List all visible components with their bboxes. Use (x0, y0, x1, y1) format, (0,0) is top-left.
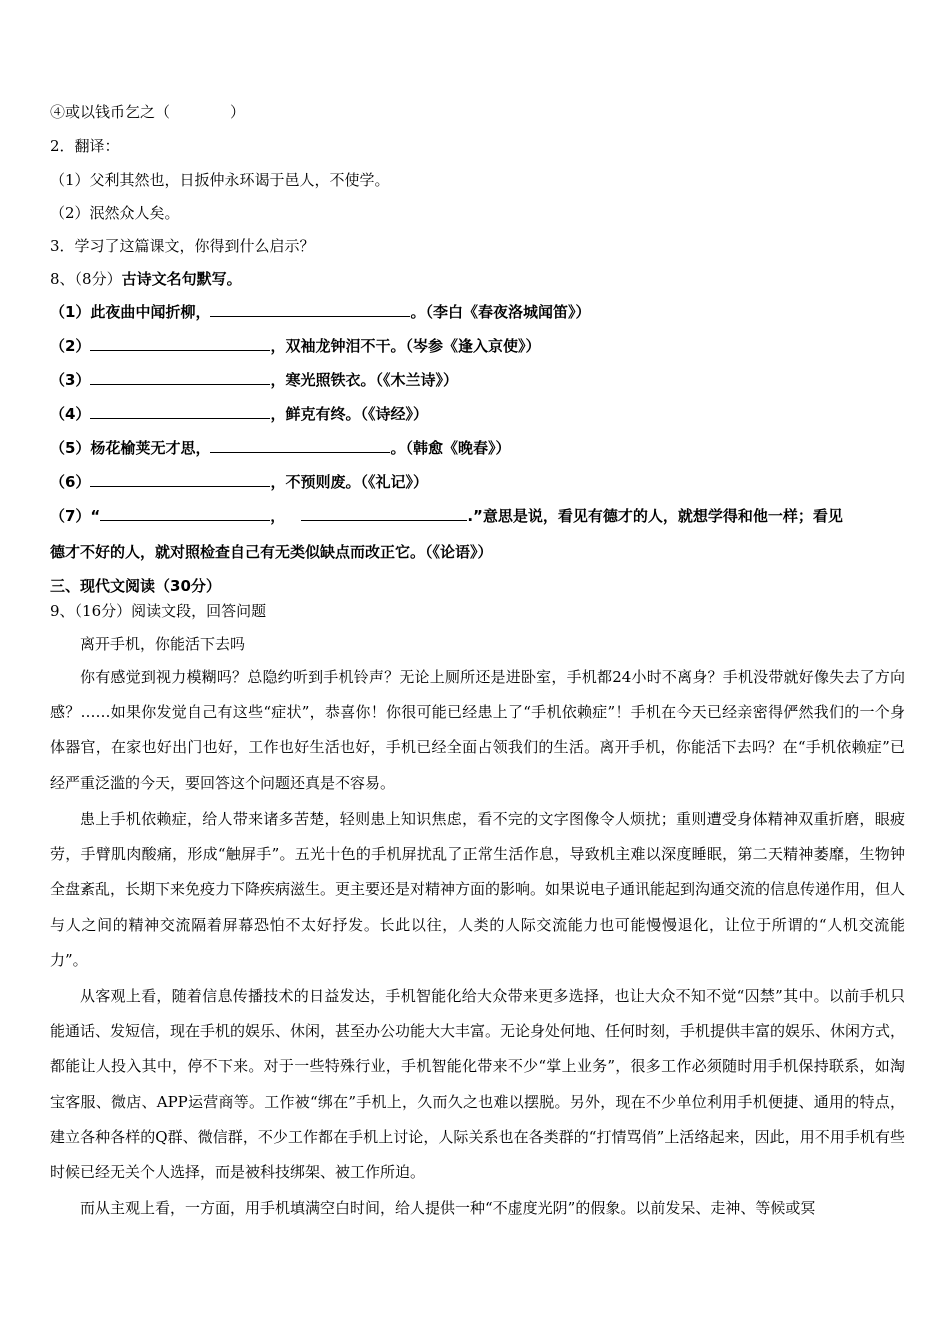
article-paragraph-1: 你有感觉到视力模糊吗？总隐约听到手机铃声？无论上厕所还是进卧室，手机都24小时不离身？手机没带就好像失去了方向感？……如果你发觉自己有这些“症状”，恭喜你！你很可能已经患上了“手机依赖症”！手机在今天已经亲密得俨然我们的一个身体器官，在家也好出门也好，工作也好生活也好，手机已经全面占领我们的生活。离开手机，你能活下去吗？在“手机依赖症”已经严重泛滥的今天，要回答这个问题还真是不容易。 (50, 668, 905, 792)
article-paragraph-3: 从客观上看，随着信息传播技术的日益发达，手机智能化给大众带来更多选择，也让大众不知不觉“囚禁”其中。以前手机只能通话、发短信，现在手机的娱乐、休闲，甚至办公功能大大丰富。无论身处何地、任何时刻，手机提供丰富的娱乐、休闲方式，都能让人投入其中，停不下来。对于一些特殊行业，手机智能化带来不少“掌上业务”，很多工作必须随时用手机保持联系，如淘宝客服、微店、APP运营商等。工作被“绑在”手机上，久而久之也难以摆脱。另外，现在不少单位利用手机便捷、通用的特点，建立各种各样的Q群、微信群，不少工作都在手机上讨论，人际关系也在各类群的“打情骂俏”上活络起来，因此，用不用手机有些时候已经无关个人选择，而是被科技绑架、被工作所迫。 (50, 987, 906, 1182)
answer-blank[interactable] (210, 302, 410, 317)
q8-header (50, 269, 242, 289)
q9-prompt: 阅读文段，回答问题 (131, 602, 267, 620)
q8-item-1-before: （1）此夜曲中闻折柳， (50, 303, 211, 321)
q8-item-2-before: （2） (50, 337, 91, 355)
q8-item-7-continued: 德才不好的人，就对照检查自己有无类似缺点而改正它。（《论语》） (50, 543, 493, 561)
q7-item4: ④或以钱币乞之（ ） (50, 103, 246, 121)
answer-blank[interactable] (210, 438, 390, 453)
q8-item-3 (50, 370, 458, 390)
q8-item-3-after: ，寒光照铁衣。（《木兰诗》） (270, 371, 458, 389)
answer-blank[interactable] (100, 506, 270, 521)
q8-item-3-before: （3） (50, 371, 91, 389)
q8-item-6-after: ，不预则废。（《礼记》） (270, 473, 428, 491)
q7-2-heading: 2．翻译： (50, 137, 120, 155)
q8-item-1-after: 。（李白《春夜洛城闻笛》） (410, 303, 591, 321)
article-title: 离开手机，你能活下去吗 (80, 635, 246, 653)
q8-item-7 (50, 506, 843, 526)
article-paragraph-4: 而从主观上看，一方面，用手机填满空白时间，给人提供一种“不虚度光阴”的假象。以前发呆、走神、等候或冥 (80, 1199, 816, 1217)
q7-2-1: （1）父利其然也，日扳仲永环谒于邑人，不使学。 (50, 171, 390, 189)
answer-blank[interactable] (90, 370, 270, 385)
q8-item-6 (50, 472, 428, 492)
q8-item-4 (50, 404, 428, 424)
section3-heading: 三、现代文阅读（30分） (50, 577, 221, 595)
q8-item-5-after: 。（韩愈《晚春》） (390, 439, 511, 457)
answer-blank[interactable] (301, 506, 467, 521)
answer-blank[interactable] (90, 404, 270, 419)
q8-item-2 (50, 336, 540, 356)
q8-number: 8、（8分） (50, 270, 122, 288)
q8-item-2-after: ，双袖龙钟泪不干。（岑参《逢入京使》） (270, 337, 541, 355)
q7-3: 3．学习了这篇课文，你得到什么启示？ (50, 237, 315, 255)
q9-header (50, 601, 266, 621)
q8-item-7-after: .”意思是说，看见有德才的人，就想学得和他一样；看见 (467, 507, 843, 525)
q8-item-4-before: （4） (50, 405, 91, 423)
q8-title: 古诗文名句默写。 (121, 270, 242, 288)
q8-item-6-before: （6） (50, 473, 91, 491)
answer-blank[interactable] (90, 472, 270, 487)
q7-2-2: （2）泯然众人矣。 (50, 204, 180, 222)
answer-blank[interactable] (90, 336, 270, 351)
q8-item-7-comma: ， (270, 507, 286, 525)
q9-number: 9、（16分） (50, 602, 132, 620)
q8-item-5-before: （5）杨花榆荚无才思， (50, 439, 211, 457)
q8-item-5 (50, 438, 510, 458)
q8-item-7-before: （7）“ (50, 507, 101, 525)
article-paragraph-2: 患上手机依赖症，给人带来诸多苦楚，轻则患上知识焦虑，看不完的文字图像令人烦扰；重则遭受身体精神双重折磨，眼疲劳，手臂肌肉酸痛，形成“触屏手”。五光十色的手机屏扰乱了正常生活作息，导致机主难以深度睡眠，第二天精神萎靡，生物钟全盘紊乱，长期下来免疫力下降疾病滋生。更主要还是对精神方面的影响。如果说电子通讯能起到沟通交流的信息传递作用，但人与人之间的精神交流隔着屏幕恐怕不太好抒发。长此以往，人类的人际交流能力也可能慢慢退化，让位于所谓的“人机交流能力”。 (50, 810, 906, 969)
q8-item-4-after: ，鲜克有终。（《诗经》） (270, 405, 428, 423)
q8-item-1 (50, 302, 590, 322)
